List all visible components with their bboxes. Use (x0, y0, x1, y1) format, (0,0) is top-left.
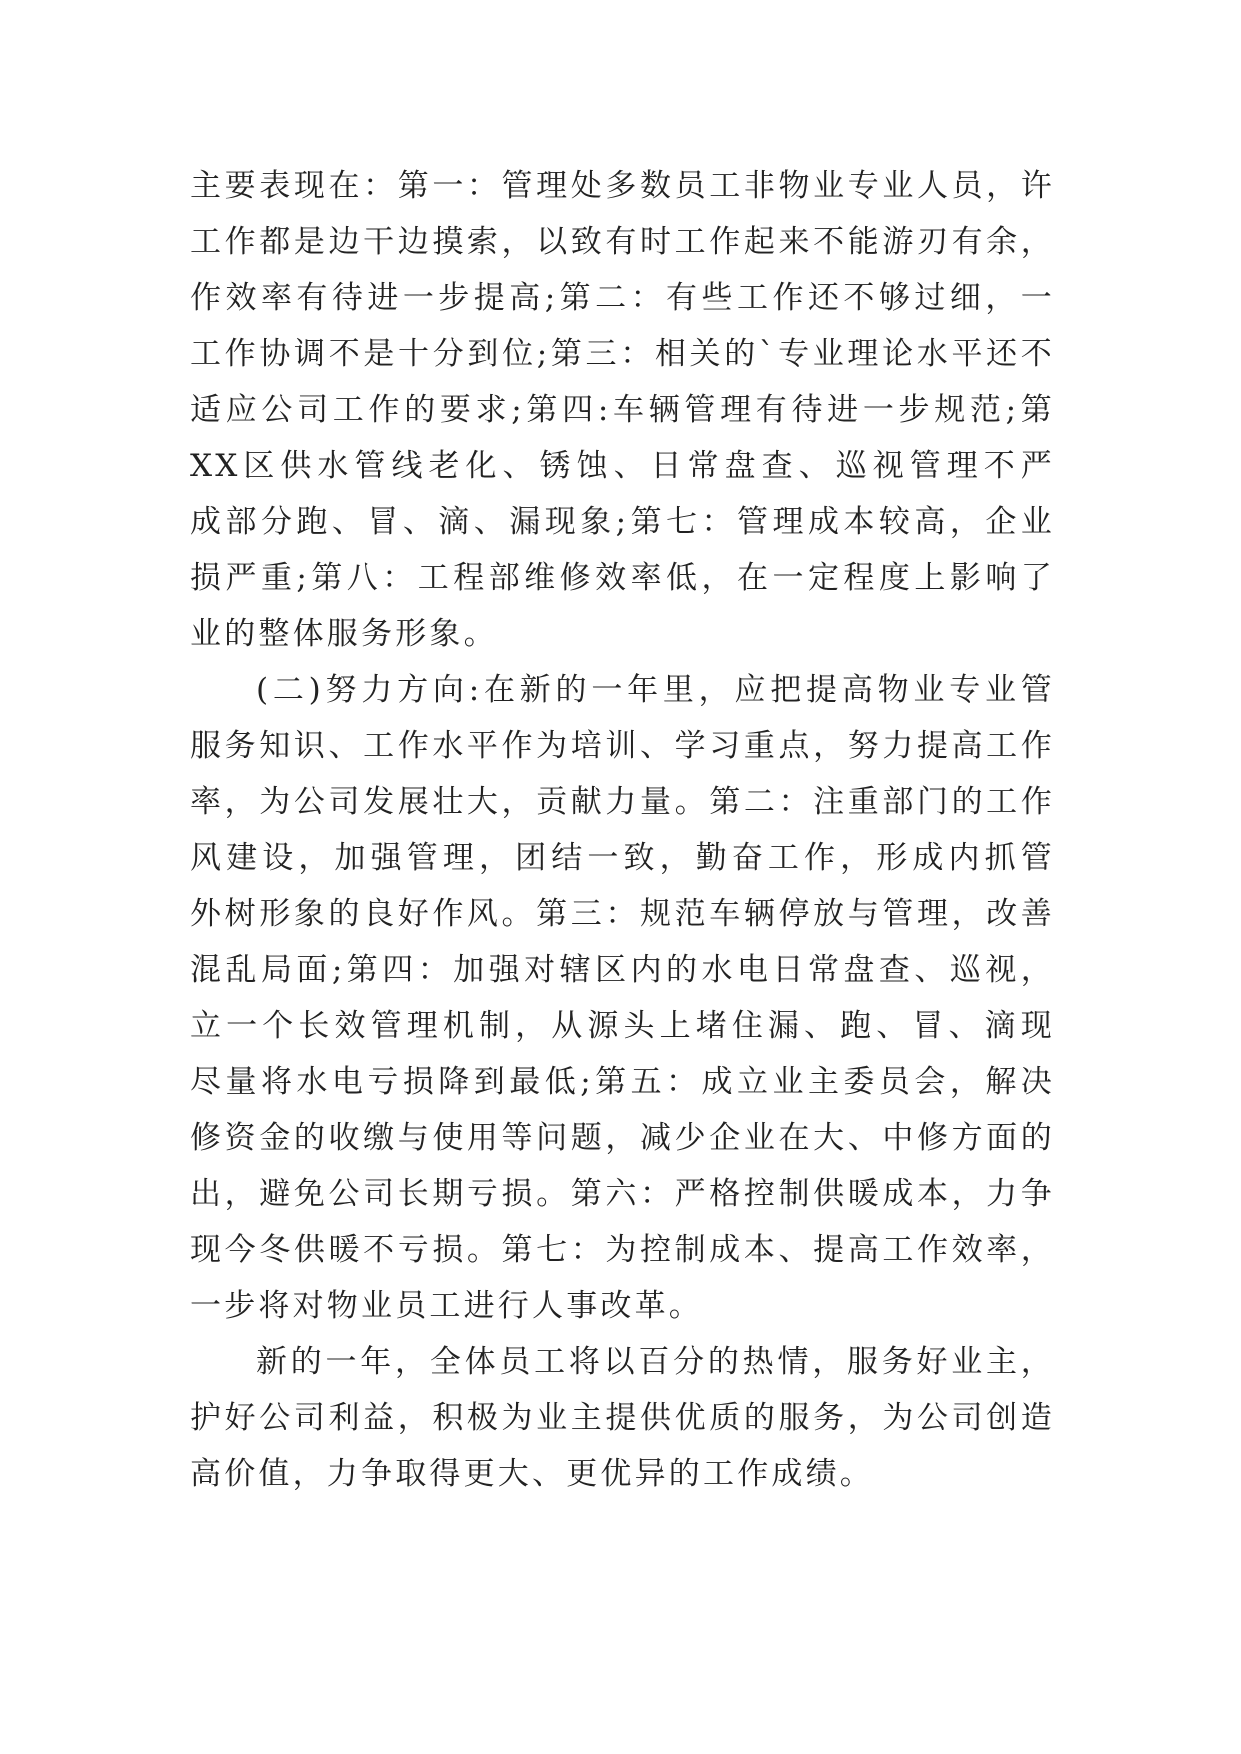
text-line: 率，为公司发展壮大，贡献力量。第二：注重部门的工作 (190, 784, 1055, 820)
text-line: XX区供水管线老化、锈蚀、日常盘查、巡视管理不严 (190, 448, 1055, 484)
text-line: 外树形象的良好作风。第三：规范车辆停放与管理，改善 (190, 896, 1055, 932)
text-line: 修资金的收缴与使用等问题，减少企业在大、中修方面的 (190, 1120, 1055, 1156)
paragraph-closing (190, 1334, 1055, 1502)
text-line: 服务知识、工作水平作为培训、学习重点，努力提高工作 (190, 728, 1055, 764)
text-line: 作效率有待进一步提高;第二：有些工作还不够过细，一 (190, 280, 1055, 316)
paragraph-problems (190, 158, 1055, 662)
text-line: 工作协调不是十分到位;第三：相关的`专业理论水平还不 (190, 336, 1055, 372)
text-line: 出，避免公司长期亏损。第六：严格控制供暖成本，力争 (190, 1176, 1055, 1212)
text-line: 护好公司利益，积极为业主提供优质的服务，为公司创造 (190, 1400, 1055, 1436)
text-line: 混乱局面;第四：加强对辖区内的水电日常盘查、巡视， (190, 952, 1055, 988)
text-line: 尽量将水电亏损降到最低;第五：成立业主委员会，解决 (190, 1064, 1055, 1100)
text-line: 适应公司工作的要求;第四:车辆管理有待进一步规范;第 (190, 392, 1055, 428)
paragraph-direction (190, 662, 1055, 1334)
text-line: 主要表现在：第一：管理处多数员工非物业专业人员，许 (190, 168, 1055, 204)
text-line: 成部分跑、冒、滴、漏现象;第七：管理成本较高，企业 (190, 504, 1055, 540)
text-line: 新的一年，全体员工将以百分的热情，服务好业主， (256, 1344, 1055, 1380)
text-line: 现今冬供暖不亏损。第七：为控制成本、提高工作效率， (190, 1232, 1055, 1268)
text-line: (二)努力方向:在新的一年里，应把提高物业专业管 (256, 672, 1055, 708)
text-line: 高价值，力争取得更大、更优异的工作成绩。 (190, 1456, 874, 1492)
document-body (190, 158, 1055, 1502)
text-line: 立一个长效管理机制，从源头上堵住漏、跑、冒、滴现 (190, 1008, 1055, 1044)
text-line: 风建设，加强管理，团结一致，勤奋工作，形成内抓管 (190, 840, 1055, 876)
text-line: 一步将对物业员工进行人事改革。 (190, 1288, 703, 1324)
text-line: 损严重;第八：工程部维修效率低，在一定程度上影响了 (190, 560, 1055, 596)
text-line: 工作都是边干边摸索，以致有时工作起来不能游刃有余， (190, 224, 1055, 260)
text-line: 业的整体服务形象。 (190, 616, 498, 652)
